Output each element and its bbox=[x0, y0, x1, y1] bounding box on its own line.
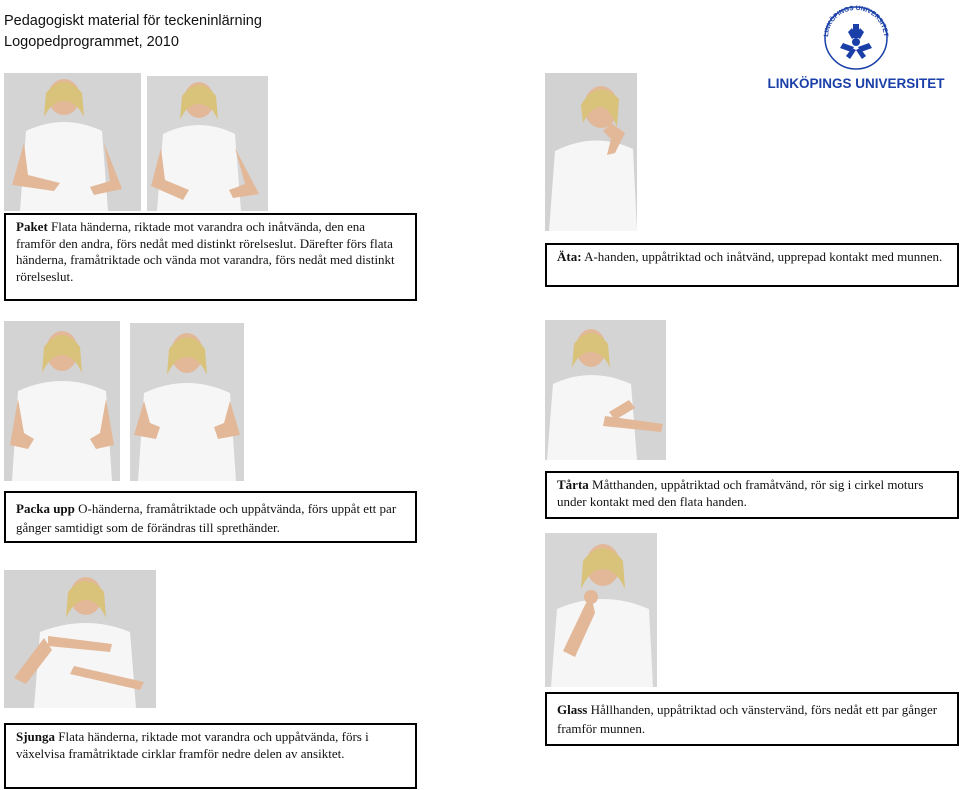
document-title: Pedagogiskt material för teckeninlärning bbox=[4, 13, 262, 29]
sign-description: Flata händerna, riktade mot varandra och uppåtvända, förs i växelvisa framåtriktade cirklar framför nedre delen av ansiktet. bbox=[16, 729, 369, 761]
person-signing-image bbox=[4, 321, 120, 481]
sign-word: Äta: bbox=[557, 249, 582, 264]
svg-text:LINKÖPINGS UNIVERSITET: LINKÖPINGS UNIVERSITET bbox=[822, 4, 890, 38]
person-signing-image bbox=[130, 323, 244, 481]
person-signing-image bbox=[545, 320, 666, 460]
person-signing-image bbox=[4, 570, 156, 708]
sign-description: Flata händerna, riktade mot varandra och inåtvända, den ena framför den andra, förs nedåt med distinkt rörelseslut. Därefter förs flata händerna, framåtriktade och vända mot varandra, förs nedåt med distinkt rörelseslut. bbox=[16, 219, 395, 284]
sign-word: Tårta bbox=[557, 477, 589, 492]
sign-photo-paket-1 bbox=[4, 73, 141, 211]
sign-photo-packa-upp-2 bbox=[130, 323, 244, 481]
sign-photo-packa-upp-1 bbox=[4, 321, 120, 481]
person-signing-image bbox=[545, 73, 637, 231]
sign-caption-tarta bbox=[545, 471, 959, 519]
logo-wordmark: LINKÖPINGS UNIVERSITET bbox=[767, 76, 945, 91]
sign-photo-glass bbox=[545, 533, 657, 687]
sign-photo-paket-2 bbox=[147, 76, 268, 211]
sign-caption-ata bbox=[545, 243, 959, 287]
sign-word: Sjunga bbox=[16, 729, 56, 744]
sign-caption-packa-upp bbox=[4, 491, 417, 543]
sign-photo-sjunga bbox=[4, 570, 156, 708]
person-signing-image bbox=[545, 533, 657, 687]
sign-description: O-händerna, framåtriktade och uppåtvända, förs uppåt ett par gånger samtidigt som de förändras till sprethänder. bbox=[16, 501, 397, 535]
sign-word: Packa upp bbox=[16, 501, 75, 516]
sign-word: Paket bbox=[16, 219, 48, 234]
person-signing-image bbox=[4, 73, 141, 211]
sign-caption-sjunga bbox=[4, 723, 417, 789]
sign-photo-ata bbox=[545, 73, 637, 231]
person-signing-image bbox=[147, 76, 268, 211]
sign-caption-paket bbox=[4, 213, 417, 301]
sign-caption-glass bbox=[545, 692, 959, 746]
university-seal-icon bbox=[758, 2, 954, 94]
document-subtitle: Logopedprogrammet, 2010 bbox=[4, 34, 179, 50]
university-logo bbox=[758, 2, 954, 94]
sign-photo-tarta bbox=[545, 320, 666, 460]
sign-word: Glass bbox=[557, 702, 588, 717]
sign-description: Hållhanden, uppåtriktad och vänstervänd, förs nedåt ett par gånger framför munnen. bbox=[557, 702, 938, 736]
sign-description: A-handen, uppåtriktad och inåtvänd, upprepad kontakt med munnen. bbox=[584, 249, 943, 264]
sign-description: Måtthanden, uppåtriktad och framåtvänd, rör sig i cirkel moturs under kontakt med den flata handen. bbox=[557, 477, 924, 509]
